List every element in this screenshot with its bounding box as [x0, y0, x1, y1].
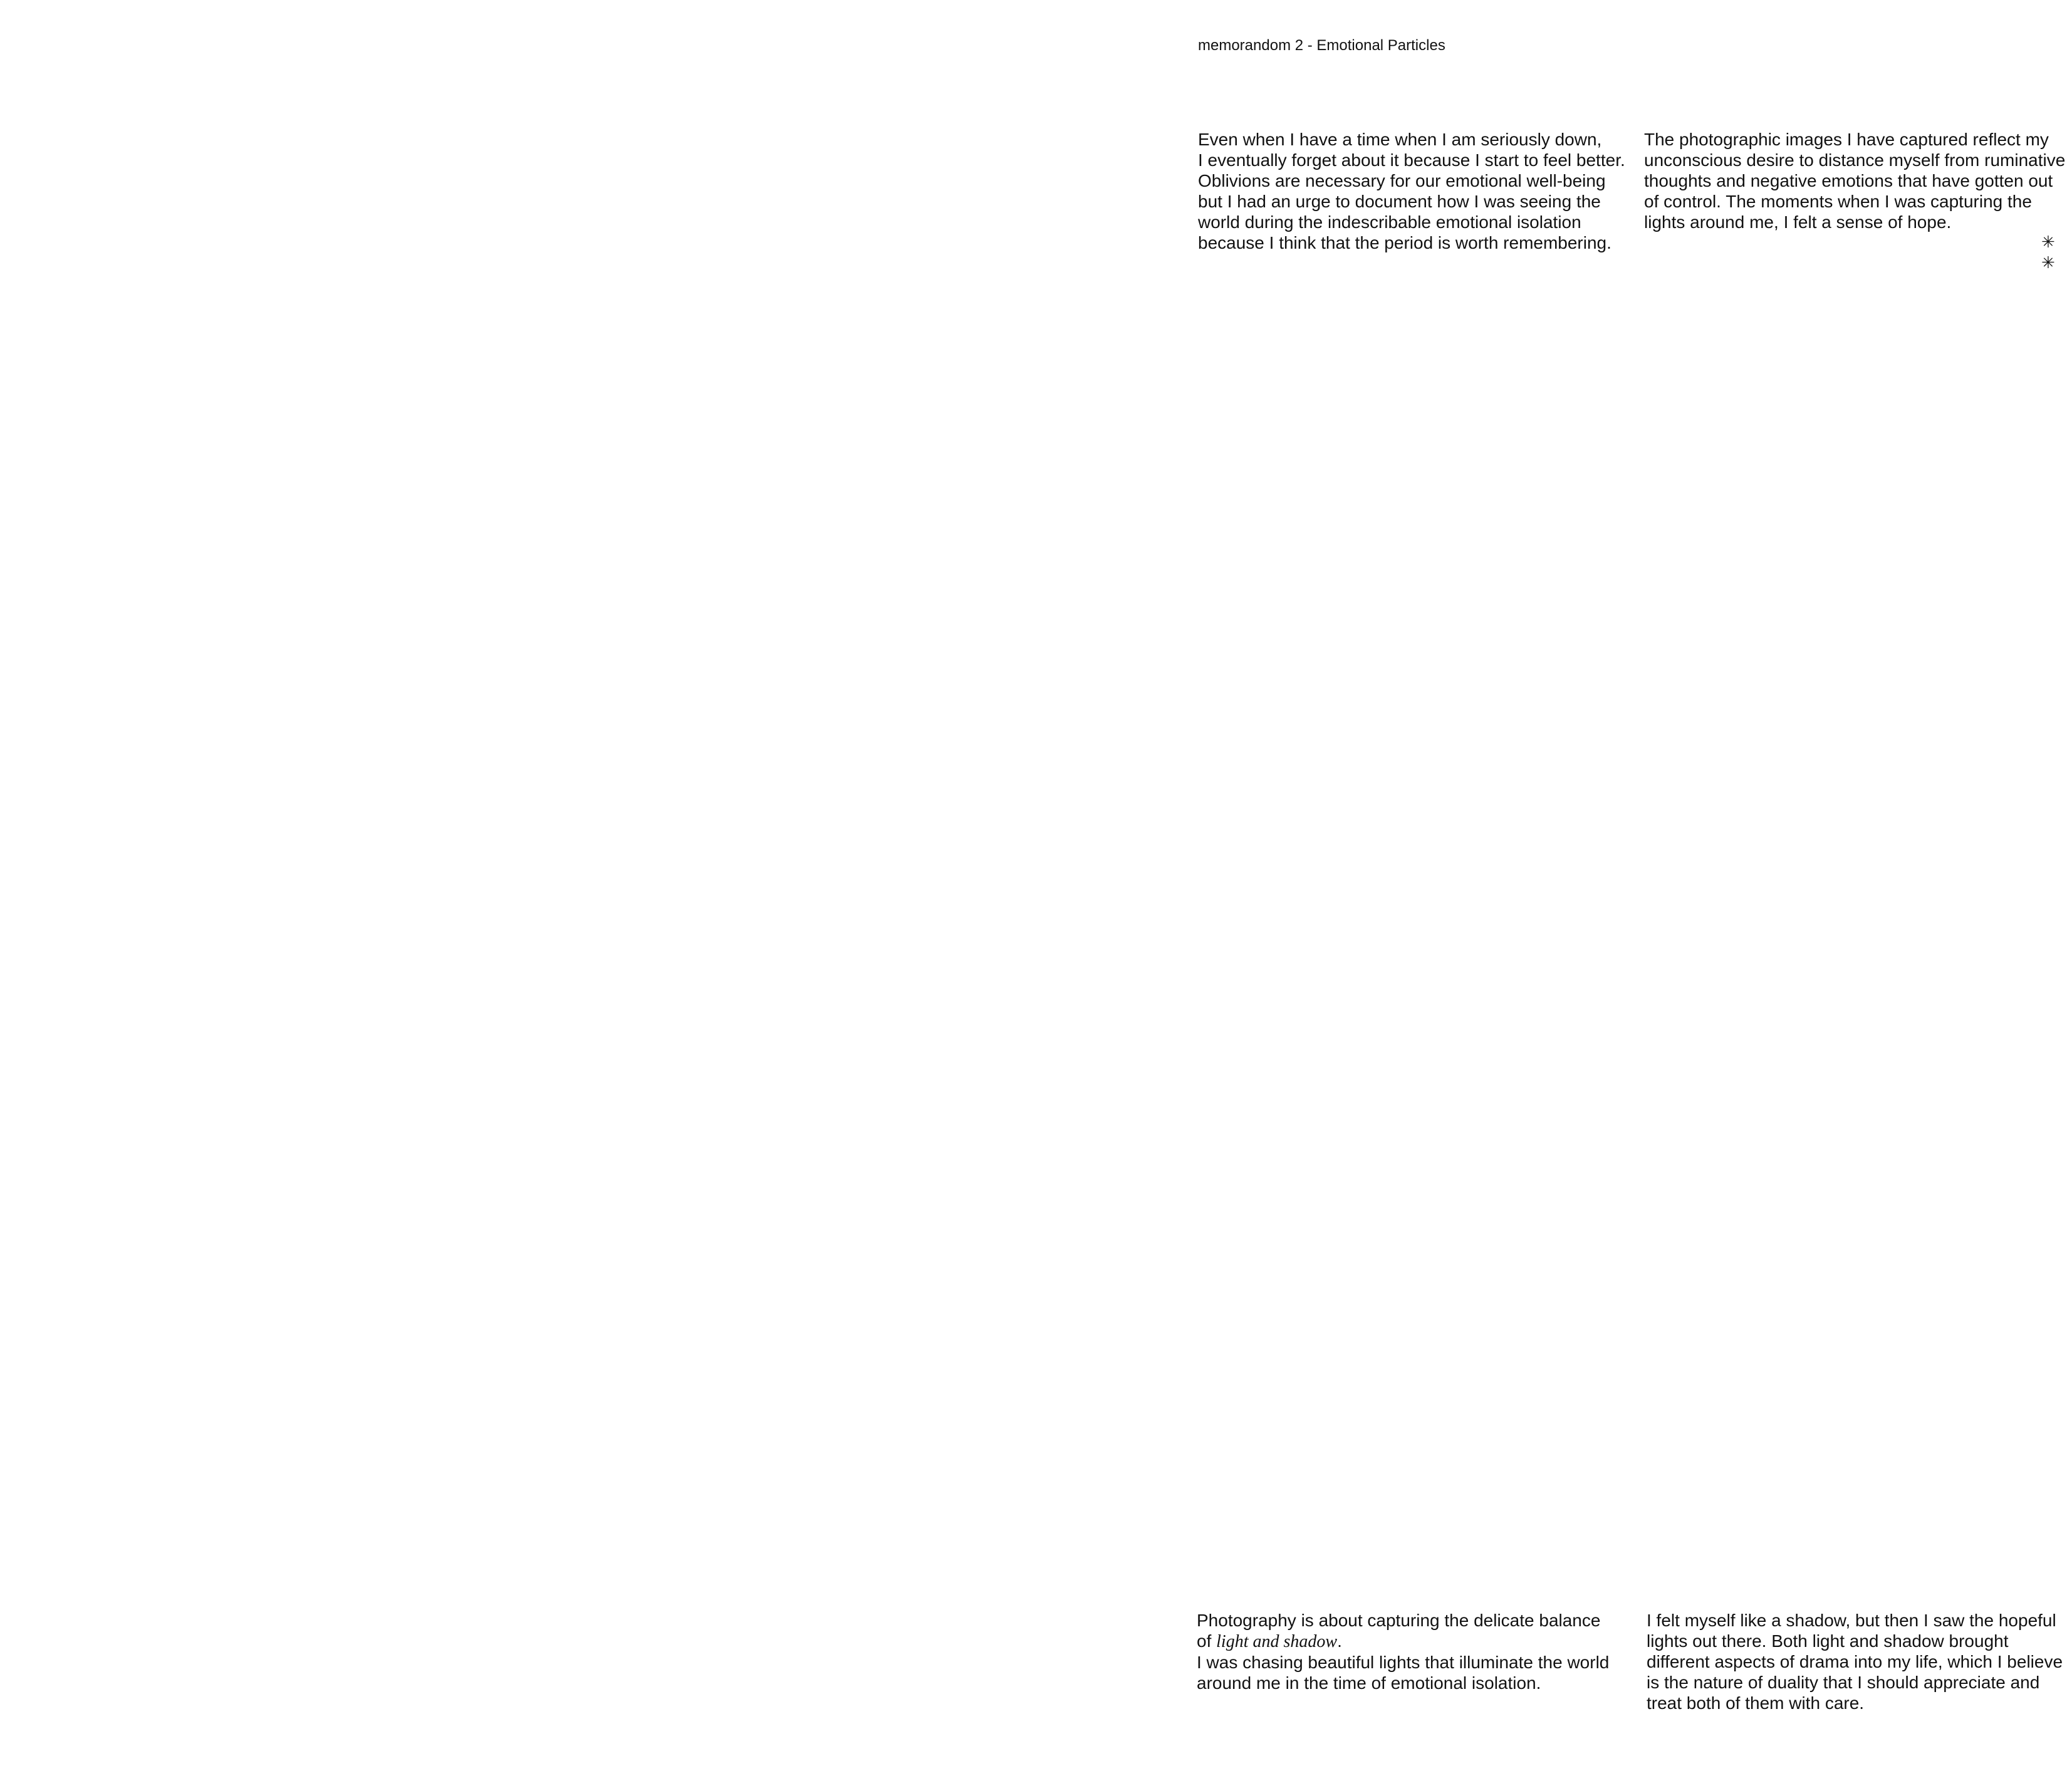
paragraph-line: is the nature of duality that I should appreciate and — [1647, 1673, 2040, 1692]
paragraph-line: but I had an urge to document how I was seeing the — [1198, 192, 1601, 211]
paragraph-line — [1197, 1631, 1609, 1652]
page-header-title: memorandom 2 - Emotional Particles — [1198, 37, 1445, 54]
emphasis-light-and-shadow: light and shadow — [1216, 1632, 1338, 1651]
paragraph-line: I eventually forget about it because I start to feel better. — [1198, 150, 1625, 170]
paragraph-line: unconscious desire to distance myself from ruminative — [1644, 150, 2066, 170]
paragraph-line: I was chasing beautiful lights that illuminate the world — [1197, 1653, 1610, 1672]
paragraph-line: different aspects of drama into my life, which I believe — [1647, 1652, 2063, 1671]
paragraph-line: lights out there. Both light and shadow brought — [1647, 1631, 2009, 1651]
star-ornaments — [2041, 232, 2055, 274]
paragraph-line: Photography is about capturing the delicate balance — [1197, 1611, 1601, 1630]
paragraph-line: I felt myself like a shadow, but then I saw the hopeful — [1647, 1611, 2056, 1630]
paragraph-line: of control. The moments when I was capturing the — [1644, 192, 2032, 211]
paragraph-line: around me in the time of emotional isolation. — [1197, 1673, 1541, 1693]
line-prefix: of — [1197, 1631, 1217, 1651]
paragraph-line: world during the indescribable emotional isolation — [1198, 212, 1581, 232]
paragraph-forgetting — [1198, 129, 1625, 253]
paragraph-light-and-shadow — [1197, 1610, 1609, 1693]
paragraph-shadow-duality — [1647, 1610, 2063, 1713]
paragraph-line: lights around me, I felt a sense of hope. — [1644, 212, 1952, 232]
paragraph-line: The photographic images I have captured reflect my — [1644, 130, 2049, 149]
paragraph-line: because I think that the period is worth remembering. — [1198, 233, 1611, 252]
star-icon: ✳ — [2041, 233, 2055, 252]
star-icon: ✳ — [2041, 254, 2055, 273]
paragraph-line: Oblivions are necessary for our emotional well-being — [1198, 171, 1606, 190]
paragraph-photographic-images — [1644, 129, 2065, 232]
paragraph-line: Even when I have a time when I am seriously down, — [1198, 130, 1602, 149]
paragraph-line: treat both of them with care. — [1647, 1693, 1865, 1713]
line-suffix: . — [1337, 1631, 1342, 1651]
paragraph-line: thoughts and negative emotions that have gotten out — [1644, 171, 2053, 190]
